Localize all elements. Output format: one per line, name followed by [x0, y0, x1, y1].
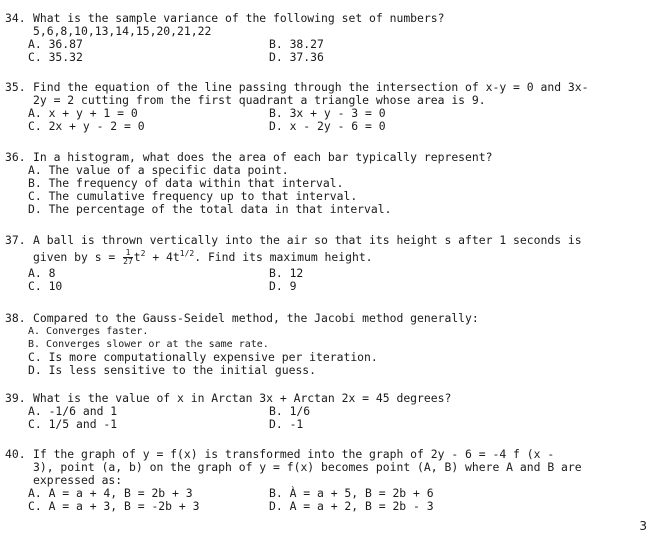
question-37: [5, 234, 655, 293]
choice-a: A. A = a + 4, B = 2b + 3: [28, 486, 193, 500]
fraction: [123, 249, 133, 266]
stem-line: Find the equation of the line passing through the intersection of x-y = 0 and 3x-: [33, 80, 589, 94]
question-34: [5, 12, 655, 64]
stem-line: What is the sample variance of the following set of numbers?: [33, 11, 445, 25]
page-number: 3: [639, 519, 647, 533]
question-number: 38.: [5, 311, 26, 325]
choices: [5, 38, 655, 64]
choice-b: B. Converges slower or at the same rate.: [28, 339, 269, 350]
question-number: 34.: [5, 11, 26, 25]
question-number: 36.: [5, 150, 26, 164]
choice-a: A. The value of a specific data point.: [28, 163, 289, 177]
choice-b: B. 3x + y - 3 = 0: [269, 106, 386, 120]
fraction-numerator: 1: [125, 248, 131, 257]
stem-line: 5,6,8,10,13,14,15,20,21,22: [33, 24, 212, 38]
choice-d: D. x - 2y - 6 = 0: [269, 119, 386, 133]
choice-d: D. 9: [269, 279, 297, 293]
question-35: [5, 81, 655, 133]
stem-text: . Find its maximum height.: [194, 250, 373, 264]
choice-a: A. -1/6 and 1: [28, 404, 118, 418]
choices: [5, 164, 655, 216]
choice-b: B. 1/6: [269, 404, 311, 418]
choice-b: B. The frequency of data within that interval.: [28, 176, 344, 190]
choice-c: C. The cumulative frequency up to that interval.: [28, 189, 358, 203]
question-number: 39.: [5, 391, 26, 405]
choice-a: A. 8: [28, 266, 56, 280]
choice-c: C. 35.32: [28, 50, 83, 64]
stem-line: In a histogram, what does the area of each bar typically represent?: [33, 150, 493, 164]
choices: [5, 107, 655, 133]
stem-line: Compared to the Gauss-Seidel method, the Jacobi method generally:: [33, 311, 479, 325]
choice-c: C. 1/5 and -1: [28, 417, 118, 431]
stem-text: t: [133, 250, 141, 264]
question-38: [5, 312, 655, 377]
choice-d: D. The percentage of the total data in that interval.: [28, 202, 392, 216]
stem-text: + 4t: [145, 250, 180, 264]
question-stem: [5, 234, 655, 247]
question-number: 35.: [5, 80, 26, 94]
stem-line: 3), point (a, b) on the graph of y = f(x) becomes point (A, B) where A and B are: [33, 460, 582, 474]
choice-c: C. A = a + 3, B = -2b + 3: [28, 499, 200, 513]
choice-d: D. -1: [269, 417, 304, 431]
exponent: 1/2: [179, 249, 195, 259]
choice-a: A. 36.87: [28, 37, 83, 51]
stem-text: given by s =: [33, 250, 123, 264]
choices: [5, 487, 655, 513]
choices: [5, 405, 655, 431]
question-39: [5, 392, 655, 431]
choice-c: C. 2x + y - 2 = 0: [28, 119, 145, 133]
stem-line: [5, 247, 655, 267]
stem-line: A ball is thrown vertically into the air so that its height s after 1 seconds is: [33, 233, 582, 247]
choice-a: A. Converges faster.: [28, 326, 149, 337]
choice-b: B. 12: [269, 266, 304, 280]
question-number: 40.: [5, 447, 26, 461]
stem-line: What is the value of x in Arctan 3x + Arctan 2x = 45 degrees?: [33, 391, 452, 405]
choice-c: C. Is more computationally expensive per iteration.: [28, 350, 378, 364]
question-36: [5, 151, 655, 216]
stem-line: If the graph of y = f(x) is transformed into the graph of 2y - 6 = -4 f (x -: [33, 447, 555, 461]
choices: [5, 267, 655, 293]
choices: [5, 325, 655, 377]
choice-c: C. 10: [28, 279, 63, 293]
choice-d: D. Is less sensitive to the initial guess.: [28, 363, 317, 377]
choice-d: D. A = a + 2, B = 2b - 3: [269, 499, 434, 513]
choice-b: B. À = a + 5, B = 2b + 6: [269, 486, 434, 500]
exponent: 2: [140, 249, 146, 259]
stem-line: expressed as:: [33, 473, 123, 487]
question-stem: [5, 312, 655, 325]
fraction-denominator: 27: [123, 257, 133, 266]
choice-a: A. x + y + 1 = 0: [28, 106, 138, 120]
choice-d: D. 37.36: [269, 50, 324, 64]
choice-b: B. 38.27: [269, 37, 324, 51]
question-number: 37.: [5, 233, 26, 247]
stem-line: 2y = 2 cutting from the first quadrant a triangle whose area is 9.: [33, 93, 486, 107]
question-40: [5, 448, 655, 513]
